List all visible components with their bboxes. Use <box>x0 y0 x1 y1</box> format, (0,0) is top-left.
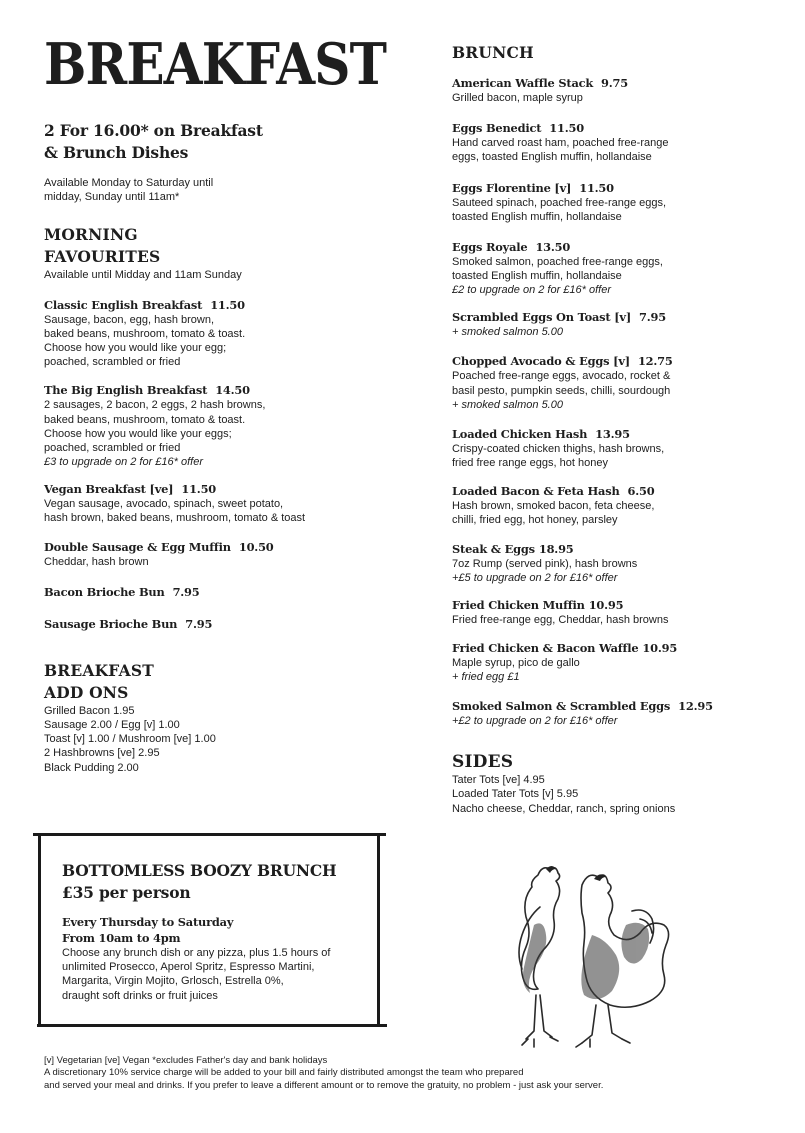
footer-line-3: and served your meal and drinks. If you prefer to leave a different amount or to remove the gratuity, no problem - just ask your server. <box>44 1079 604 1091</box>
item-desc: Poached free-range eggs, avocado, rocket & <box>452 370 671 383</box>
item-name: Bacon Brioche Bun <box>44 584 165 599</box>
item-note: £2 to upgrade on 2 for £16* offer <box>452 284 612 297</box>
addon-item: Toast [v] 1.00 / Mushroom [ve] 1.00 <box>44 733 216 746</box>
menu-item <box>452 598 782 627</box>
item-note: +£5 to upgrade on 2 for £16* offer <box>452 571 618 584</box>
item-price: 11.50 <box>549 121 584 136</box>
boozy-title: BOTTOMLESS BOOZY BRUNCH <box>62 861 337 880</box>
item-desc: Hash brown, smoked bacon, feta cheese, <box>452 500 655 513</box>
menu-item <box>452 76 782 105</box>
item-name: Smoked Salmon & Scrambled Eggs <box>452 699 671 714</box>
item-desc: Choose how you would like your eggs; <box>44 427 232 440</box>
item-name: Scrambled Eggs On Toast [v] <box>452 310 632 325</box>
item-name: Steak & Eggs <box>452 541 535 556</box>
item-price: 14.50 <box>215 383 250 398</box>
menu-item <box>452 542 782 586</box>
boozy-brunch-box <box>38 833 380 1027</box>
item-price: 13.95 <box>595 426 630 441</box>
item-desc: poached, scrambled or fried <box>44 356 181 369</box>
item-name: Double Sausage & Egg Muffin <box>44 539 231 554</box>
promo-note-line-2: midday, Sunday until 11am* <box>44 191 180 204</box>
morning-heading-line-1: MORNING <box>44 225 138 245</box>
menu-item <box>452 310 782 340</box>
morning-heading <box>44 224 404 268</box>
item-name: Fried Chicken Muffin <box>452 597 585 612</box>
item-desc: Smoked salmon, poached free-range eggs, <box>452 256 663 269</box>
item-price: 18.95 <box>538 541 574 556</box>
item-desc: 2 sausages, 2 bacon, 2 eggs, 2 hash browns, <box>44 399 266 412</box>
item-desc: baked beans, mushroom, tomato & toast. <box>44 327 246 340</box>
item-desc: Hand carved roast ham, poached free-range <box>452 137 669 150</box>
page-title: BREAKFAST <box>44 31 387 98</box>
item-name: Sausage Brioche Bun <box>44 616 178 631</box>
promo-headline-line-2: & Brunch Dishes <box>44 143 189 162</box>
item-name: Eggs Florentine [v] <box>452 180 572 195</box>
menu-item <box>44 617 404 632</box>
item-name: Loaded Bacon & Feta Hash <box>452 484 620 499</box>
item-price: 7.95 <box>185 616 213 631</box>
addons-heading-line-2: ADD ONS <box>44 682 129 702</box>
item-desc: Sauteed spinach, poached free-range eggs, <box>452 196 667 209</box>
item-desc: poached, scrambled or fried <box>44 442 181 455</box>
morning-availability: Available until Midday and 11am Sunday <box>44 269 242 282</box>
menu-item <box>452 354 782 412</box>
item-name: Eggs Royale <box>452 240 528 255</box>
item-note: + fried egg £1 <box>452 671 520 684</box>
item-name: Fried Chicken & Bacon Waffle <box>452 641 639 656</box>
item-note: +£2 to upgrade on 2 for £16* offer <box>452 715 618 728</box>
addon-item: Sausage 2.00 / Egg [v] 1.00 <box>44 719 180 732</box>
item-note: + smoked salmon 5.00 <box>452 326 563 339</box>
item-price: 10.95 <box>642 641 678 656</box>
item-price: 12.75 <box>637 354 673 369</box>
promo-note <box>44 176 404 204</box>
item-price: 12.95 <box>678 699 713 714</box>
item-desc: Maple syrup, pico de gallo <box>452 657 580 670</box>
item-desc: Fried free-range egg, Cheddar, hash browns <box>452 613 669 626</box>
item-name: Chopped Avocado & Eggs [v] <box>452 354 630 369</box>
addon-item: Grilled Bacon 1.95 <box>44 704 135 717</box>
item-desc: Sausage, bacon, egg, hash brown, <box>44 313 215 326</box>
promo-headline-line-1: 2 For 16.00* on Breakfast <box>44 121 263 140</box>
item-desc: chilli, fried egg, hot honey, parsley <box>452 514 618 527</box>
item-desc: hash brown, baked beans, mushroom, tomato & toast <box>44 512 306 525</box>
menu-item <box>44 298 404 370</box>
addons-heading-line-1: BREAKFAST <box>44 660 154 680</box>
addons-heading <box>44 660 404 704</box>
item-price: 9.75 <box>601 76 628 90</box>
promo-headline <box>44 120 404 164</box>
item-name: The Big English Breakfast <box>44 383 208 398</box>
item-desc: Grilled bacon, maple syrup <box>452 92 583 104</box>
item-desc: 7oz Rump (served pink), hash browns <box>452 557 638 570</box>
boozy-desc-line: draught soft drinks or fruit juices <box>62 989 218 1002</box>
item-price: 10.95 <box>588 597 624 612</box>
boozy-when-line-2: From 10am to 4pm <box>62 931 181 945</box>
menu-item <box>452 181 782 224</box>
morning-heading-line-2: FAVOURITES <box>44 247 161 267</box>
item-desc: Crispy-coated chicken thighs, hash browns, <box>452 442 665 455</box>
item-note: £3 to upgrade on 2 for £16* offer <box>44 456 204 469</box>
boozy-desc <box>62 946 367 1003</box>
boozy-price: £35 per person <box>62 883 191 902</box>
addon-item: Black Pudding 2.00 <box>44 761 139 774</box>
menu-item <box>44 540 404 569</box>
item-desc: basil pesto, pumpkin seeds, chilli, sourdough <box>452 384 671 397</box>
item-name: American Waffle Stack <box>452 76 594 90</box>
menu-item <box>452 641 782 685</box>
item-desc: Vegan sausage, avocado, spinach, sweet potato, <box>44 498 284 511</box>
footer-line-2: A discretionary 10% service charge will be added to your bill and fairly distributed amongst the team who prepared <box>44 1067 524 1079</box>
side-item: Loaded Tater Tots [v] 5.95 <box>452 788 579 801</box>
boozy-desc-line: unlimited Prosecco, Aperol Spritz, Espresso Martini, <box>62 961 315 974</box>
right-column <box>452 42 782 816</box>
item-name: Loaded Chicken Hash <box>452 426 588 441</box>
addons-list <box>44 704 404 775</box>
sides-heading: SIDES <box>452 752 514 773</box>
promo-note-line-1: Available Monday to Saturday until <box>44 177 214 189</box>
item-price: 11.50 <box>181 482 217 497</box>
side-item: Nacho cheese, Cheddar, ranch, spring onions <box>452 802 676 815</box>
item-desc: baked beans, mushroom, tomato & toast. <box>44 413 246 426</box>
item-desc: eggs, toasted English muffin, hollandaise <box>452 151 652 164</box>
menu-item <box>452 484 782 527</box>
item-price: 13.50 <box>535 240 571 255</box>
brunch-heading: BRUNCH <box>452 43 534 62</box>
menu-item <box>44 585 404 600</box>
boozy-desc-line: Margarita, Virgin Mojito, Grlosch, Estrella 0%, <box>62 975 284 988</box>
item-price: 6.50 <box>627 484 655 499</box>
menu-item <box>452 240 782 298</box>
item-price: 11.50 <box>210 297 245 312</box>
sides-list <box>452 773 782 816</box>
menu-item <box>44 383 404 470</box>
item-desc: Choose how you would like your egg; <box>44 342 227 355</box>
footer-notes <box>44 1055 764 1092</box>
item-price: 7.95 <box>639 310 666 325</box>
left-column <box>44 120 404 775</box>
item-desc: Cheddar, hash brown <box>44 555 149 568</box>
item-name: Vegan Breakfast [ve] <box>44 482 174 497</box>
addon-item: 2 Hashbrowns [ve] 2.95 <box>44 747 160 760</box>
menu-item <box>44 482 404 525</box>
side-item: Tater Tots [ve] 4.95 <box>452 774 545 787</box>
boozy-desc-line: Choose any brunch dish or any pizza, plus 1.5 hours of <box>62 947 331 959</box>
item-desc: toasted English muffin, hollandaise <box>452 270 622 283</box>
boozy-when-line-1: Every Thursday to Saturday <box>62 915 234 929</box>
item-desc: toasted English muffin, hollandaise <box>452 210 622 223</box>
menu-item <box>452 427 782 470</box>
item-note: + smoked salmon 5.00 <box>452 398 563 411</box>
item-price: 10.50 <box>238 539 274 554</box>
item-name: Classic English Breakfast <box>44 297 203 312</box>
menu-item <box>452 699 782 729</box>
item-price: 7.95 <box>172 584 200 599</box>
item-price: 11.50 <box>579 180 614 195</box>
boozy-when <box>62 914 367 946</box>
footer-line-1: [v] Vegetarian [ve] Vegan *excludes Father's day and bank holidays <box>44 1055 328 1066</box>
menu-item <box>452 121 782 164</box>
item-desc: fried free range eggs, hot honey <box>452 457 608 470</box>
roosters-icon <box>500 855 670 1050</box>
item-name: Eggs Benedict <box>452 121 542 136</box>
